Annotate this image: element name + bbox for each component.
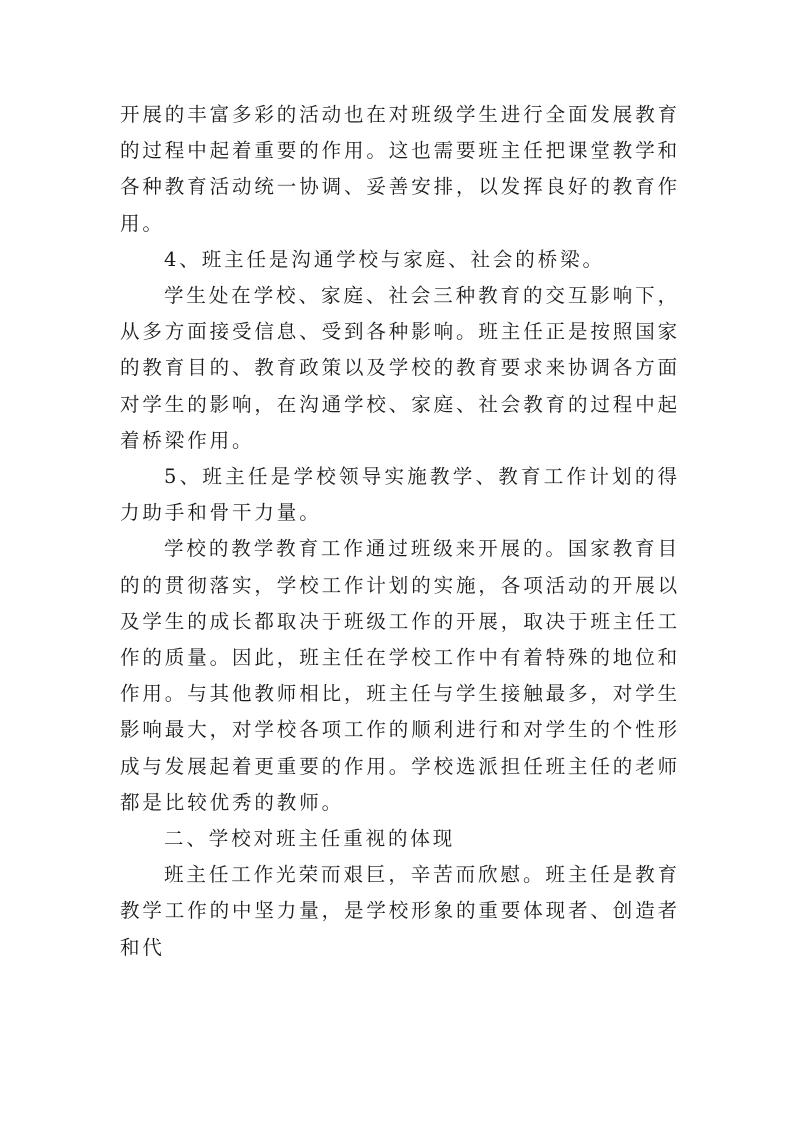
paragraph-bridge: 学生处在学校、家庭、社会三种教育的交互影响下，从多方面接受信息、受到各种影响。班主任正是按照国家的教育目的、教育政策以及学校的教育要求来协调各方面对学生的影响，在沟通学校、家庭、社会教育的过程中起着桥梁作用。 — [120, 284, 681, 452]
paragraph-school-work: 学校的教学教育工作通过班级来开展的。国家教育目的的贯彻落实，学校工作计划的实施，各项活动的开展以及学生的成长都取决于班级工作的开展，取决于班主任工作的质量。因此，班主任在学校工作中有着特殊的地位和作用。与其他教师相比，班主任与学生接触最多，对学生影响最大，对学校各项工作的顺利进行和对学生的个性形成与发展起着更重要的作用。学校选派担任班主任的老师都是比较优秀的教师。 — [120, 537, 681, 814]
paragraph-continuation: 开展的丰富多彩的活动也在对班级学生进行全面发展教育的过程中起着重要的作用。这也需要班主任把课堂教学和各种教育活动统一协调、妥善安排，以发挥良好的教育作用。 — [120, 103, 681, 235]
paragraph-honor: 班主任工作光荣而艰巨，辛苦而欣慰。班主任是教育教学工作的中坚力量，是学校形象的重要体现者、创造者和代 — [120, 863, 681, 959]
document-body — [120, 97, 680, 966]
section-heading-two: 二、学校对班主任重视的体现 — [164, 827, 456, 851]
section-heading-5: 5、班主任是学校领导实施教学、教育工作计划的得力助手和骨干力量。 — [120, 465, 680, 525]
section-heading-4: 4、班主任是沟通学校与家庭、社会的桥梁。 — [164, 247, 605, 271]
